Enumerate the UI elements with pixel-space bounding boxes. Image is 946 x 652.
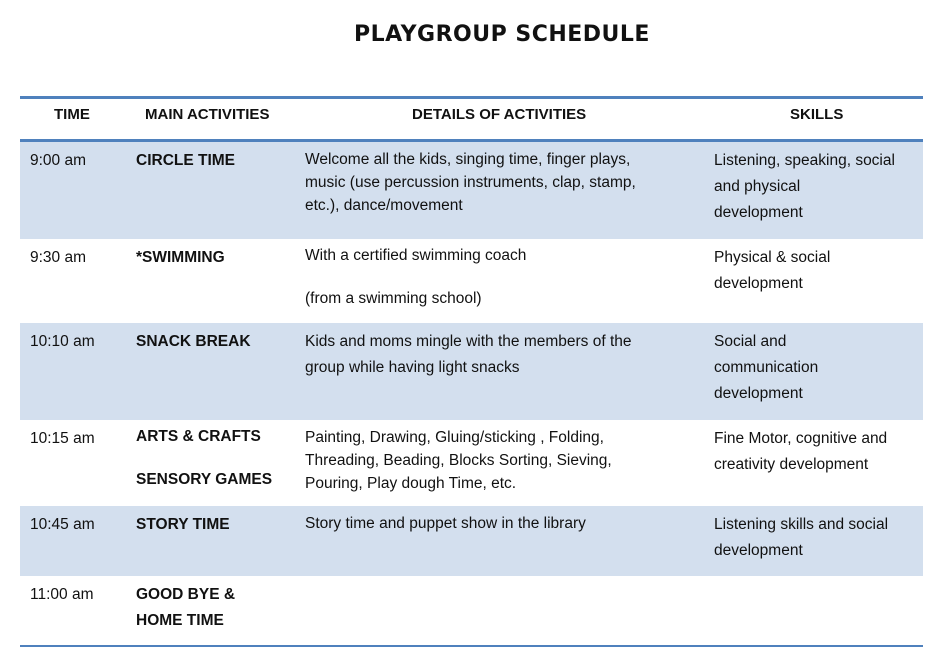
table-header-row bbox=[20, 99, 923, 139]
header-skills: SKILLS bbox=[790, 106, 844, 123]
time-cell: 9:00 am bbox=[30, 152, 87, 169]
time-cell: 10:10 am bbox=[30, 333, 95, 350]
details-text: Kids and moms mingle with the members of the bbox=[305, 333, 632, 350]
time-cell: 10:45 am bbox=[30, 516, 95, 533]
details-text: Story time and puppet show in the library bbox=[305, 515, 586, 532]
activity-text: HOME TIME bbox=[136, 612, 224, 629]
activity-cell bbox=[136, 329, 251, 355]
details-text: Pouring, Play dough Time, etc. bbox=[305, 475, 517, 492]
skills-cell bbox=[714, 329, 924, 407]
schedule-table bbox=[20, 96, 923, 647]
header-details: DETAILS OF ACTIVITIES bbox=[412, 106, 587, 123]
skills-text: development bbox=[714, 204, 803, 221]
details-cell bbox=[305, 245, 695, 309]
time-cell: 9:30 am bbox=[30, 249, 87, 266]
table-row bbox=[20, 239, 923, 323]
activity-cell bbox=[136, 582, 235, 634]
activity-cell bbox=[136, 512, 230, 538]
skills-text: Listening, speaking, social bbox=[714, 152, 895, 169]
time-cell: 11:00 am bbox=[30, 586, 94, 603]
skills-cell bbox=[714, 148, 924, 226]
details-text: group while having light snacks bbox=[305, 359, 520, 376]
time-cell: 10:15 am bbox=[30, 430, 95, 447]
skills-text: Fine Motor, cognitive and bbox=[714, 430, 888, 447]
activity-cell bbox=[136, 148, 235, 174]
skills-text: Social and bbox=[714, 333, 787, 350]
details-cell bbox=[305, 329, 695, 381]
activity-text: CIRCLE TIME bbox=[136, 152, 236, 169]
skills-text: creativity development bbox=[714, 456, 869, 473]
activity-text: ARTS & CRAFTS bbox=[136, 428, 261, 445]
table-row bbox=[20, 142, 923, 239]
details-text: (from a swimming school) bbox=[305, 289, 482, 307]
table-row bbox=[20, 323, 923, 420]
table-bottom-rule bbox=[20, 645, 923, 647]
skills-cell bbox=[714, 512, 924, 564]
skills-text: communication bbox=[714, 359, 819, 376]
table-row bbox=[20, 576, 923, 645]
header-time: TIME bbox=[54, 106, 90, 123]
skills-cell bbox=[714, 426, 924, 478]
skills-text: and physical bbox=[714, 178, 801, 195]
activity-cell bbox=[136, 426, 272, 490]
details-cell bbox=[305, 148, 695, 217]
skills-text: Physical & social bbox=[714, 249, 831, 266]
skills-text: development bbox=[714, 385, 803, 402]
details-text: music (use percussion instruments, clap, stamp, bbox=[305, 174, 636, 191]
details-text: Threading, Beading, Blocks Sorting, Sieving, bbox=[305, 452, 612, 469]
details-text: Painting, Drawing, Gluing/sticking , Folding, bbox=[305, 429, 604, 446]
details-text: etc.), dance/movement bbox=[305, 197, 463, 214]
skills-text: Listening skills and social bbox=[714, 516, 889, 533]
activity-text: SENSORY GAMES bbox=[136, 470, 273, 488]
activity-text: STORY TIME bbox=[136, 516, 230, 533]
table-row bbox=[20, 506, 923, 576]
page-title: PLAYGROUP SCHEDULE bbox=[354, 22, 650, 47]
header-activities: MAIN ACTIVITIES bbox=[145, 106, 270, 123]
activity-spacer bbox=[136, 448, 272, 469]
details-cell bbox=[305, 426, 695, 495]
table-row bbox=[20, 420, 923, 506]
skills-text: development bbox=[714, 542, 803, 559]
details-spacer bbox=[305, 267, 695, 288]
activity-text: SNACK BREAK bbox=[136, 333, 251, 350]
skills-cell bbox=[714, 245, 924, 297]
details-text: With a certified swimming coach bbox=[305, 247, 527, 264]
skills-text: development bbox=[714, 275, 803, 292]
activity-text: *SWIMMING bbox=[136, 249, 225, 266]
details-cell bbox=[305, 512, 695, 535]
activity-text: GOOD BYE & bbox=[136, 586, 236, 603]
activity-cell bbox=[136, 245, 225, 271]
details-text: Welcome all the kids, singing time, finger plays, bbox=[305, 151, 631, 168]
